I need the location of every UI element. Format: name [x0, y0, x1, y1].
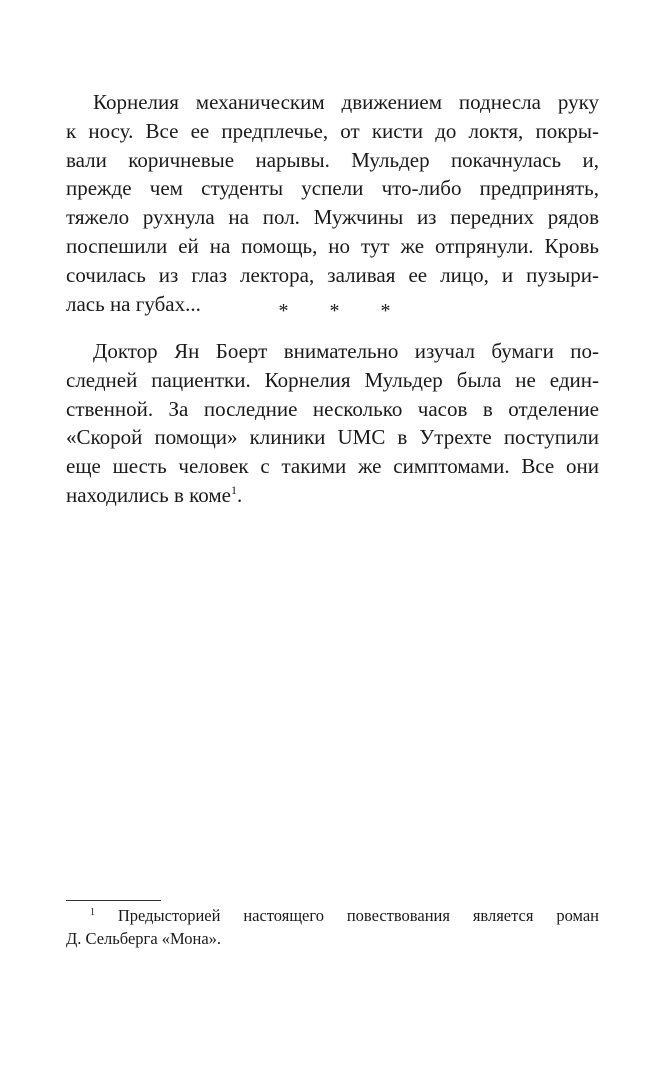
- paragraph-1-line: лась на губах...: [66, 291, 201, 316]
- paragraph-2-line: ственной. За последние несколько часов в отделение: [66, 396, 599, 421]
- paragraph-1-line: поспешили ей на помощь, но тут же отпрянули. Кровь: [66, 233, 599, 258]
- paragraph-2-line: следней пациентки. Корнелия Мульдер была не един-: [66, 367, 599, 392]
- footnote-reference[interactable]: 1: [230, 482, 237, 497]
- paragraph-2-last-line-end: .: [236, 482, 243, 507]
- paragraph-1-line: вали коричневые нарывы. Мульдер покачнулась и,: [66, 147, 599, 172]
- paragraph-1-line: сочилась из глаз лектора, заливая ее лицо, и пузыри-: [66, 262, 599, 287]
- section-separator: * * *: [278, 300, 409, 322]
- paragraph-2: [66, 337, 599, 510]
- paragraph-1-line: Корнелия механическим движением поднесла руку: [93, 90, 599, 114]
- footnote-number: 1: [90, 907, 95, 918]
- footnote-line-1: [66, 904, 599, 927]
- paragraph-2-last-line-text: находились в коме: [66, 482, 231, 507]
- paragraph-2-line: Доктор Ян Боерт внимательно изучал бумаги по-: [93, 339, 599, 363]
- paragraph-2-line: еще шесть человек с такими же симптомами. Все они: [66, 454, 599, 479]
- footnote-divider: [66, 900, 161, 901]
- paragraph-2-last-line: [66, 481, 599, 510]
- paragraph-2-line: «Скорой помощи» клиники UMC в Утрехте поступили: [66, 425, 599, 450]
- paragraph-1-line: тяжело рухнула на пол. Мужчины из передних рядов: [66, 205, 599, 230]
- paragraph-1-line: прежде чем студенты успели что-либо предпринять,: [66, 176, 599, 201]
- footnote-line-2: Д. Сельберга «Мона».: [66, 929, 222, 948]
- footnote: [66, 904, 599, 950]
- footnote-text-1: Предысторией настоящего повествования является роман: [117, 906, 600, 925]
- paragraph-1: [66, 88, 599, 318]
- paragraph-1-line: к носу. Все ее предплечье, от кисти до локтя, покры-: [66, 118, 599, 143]
